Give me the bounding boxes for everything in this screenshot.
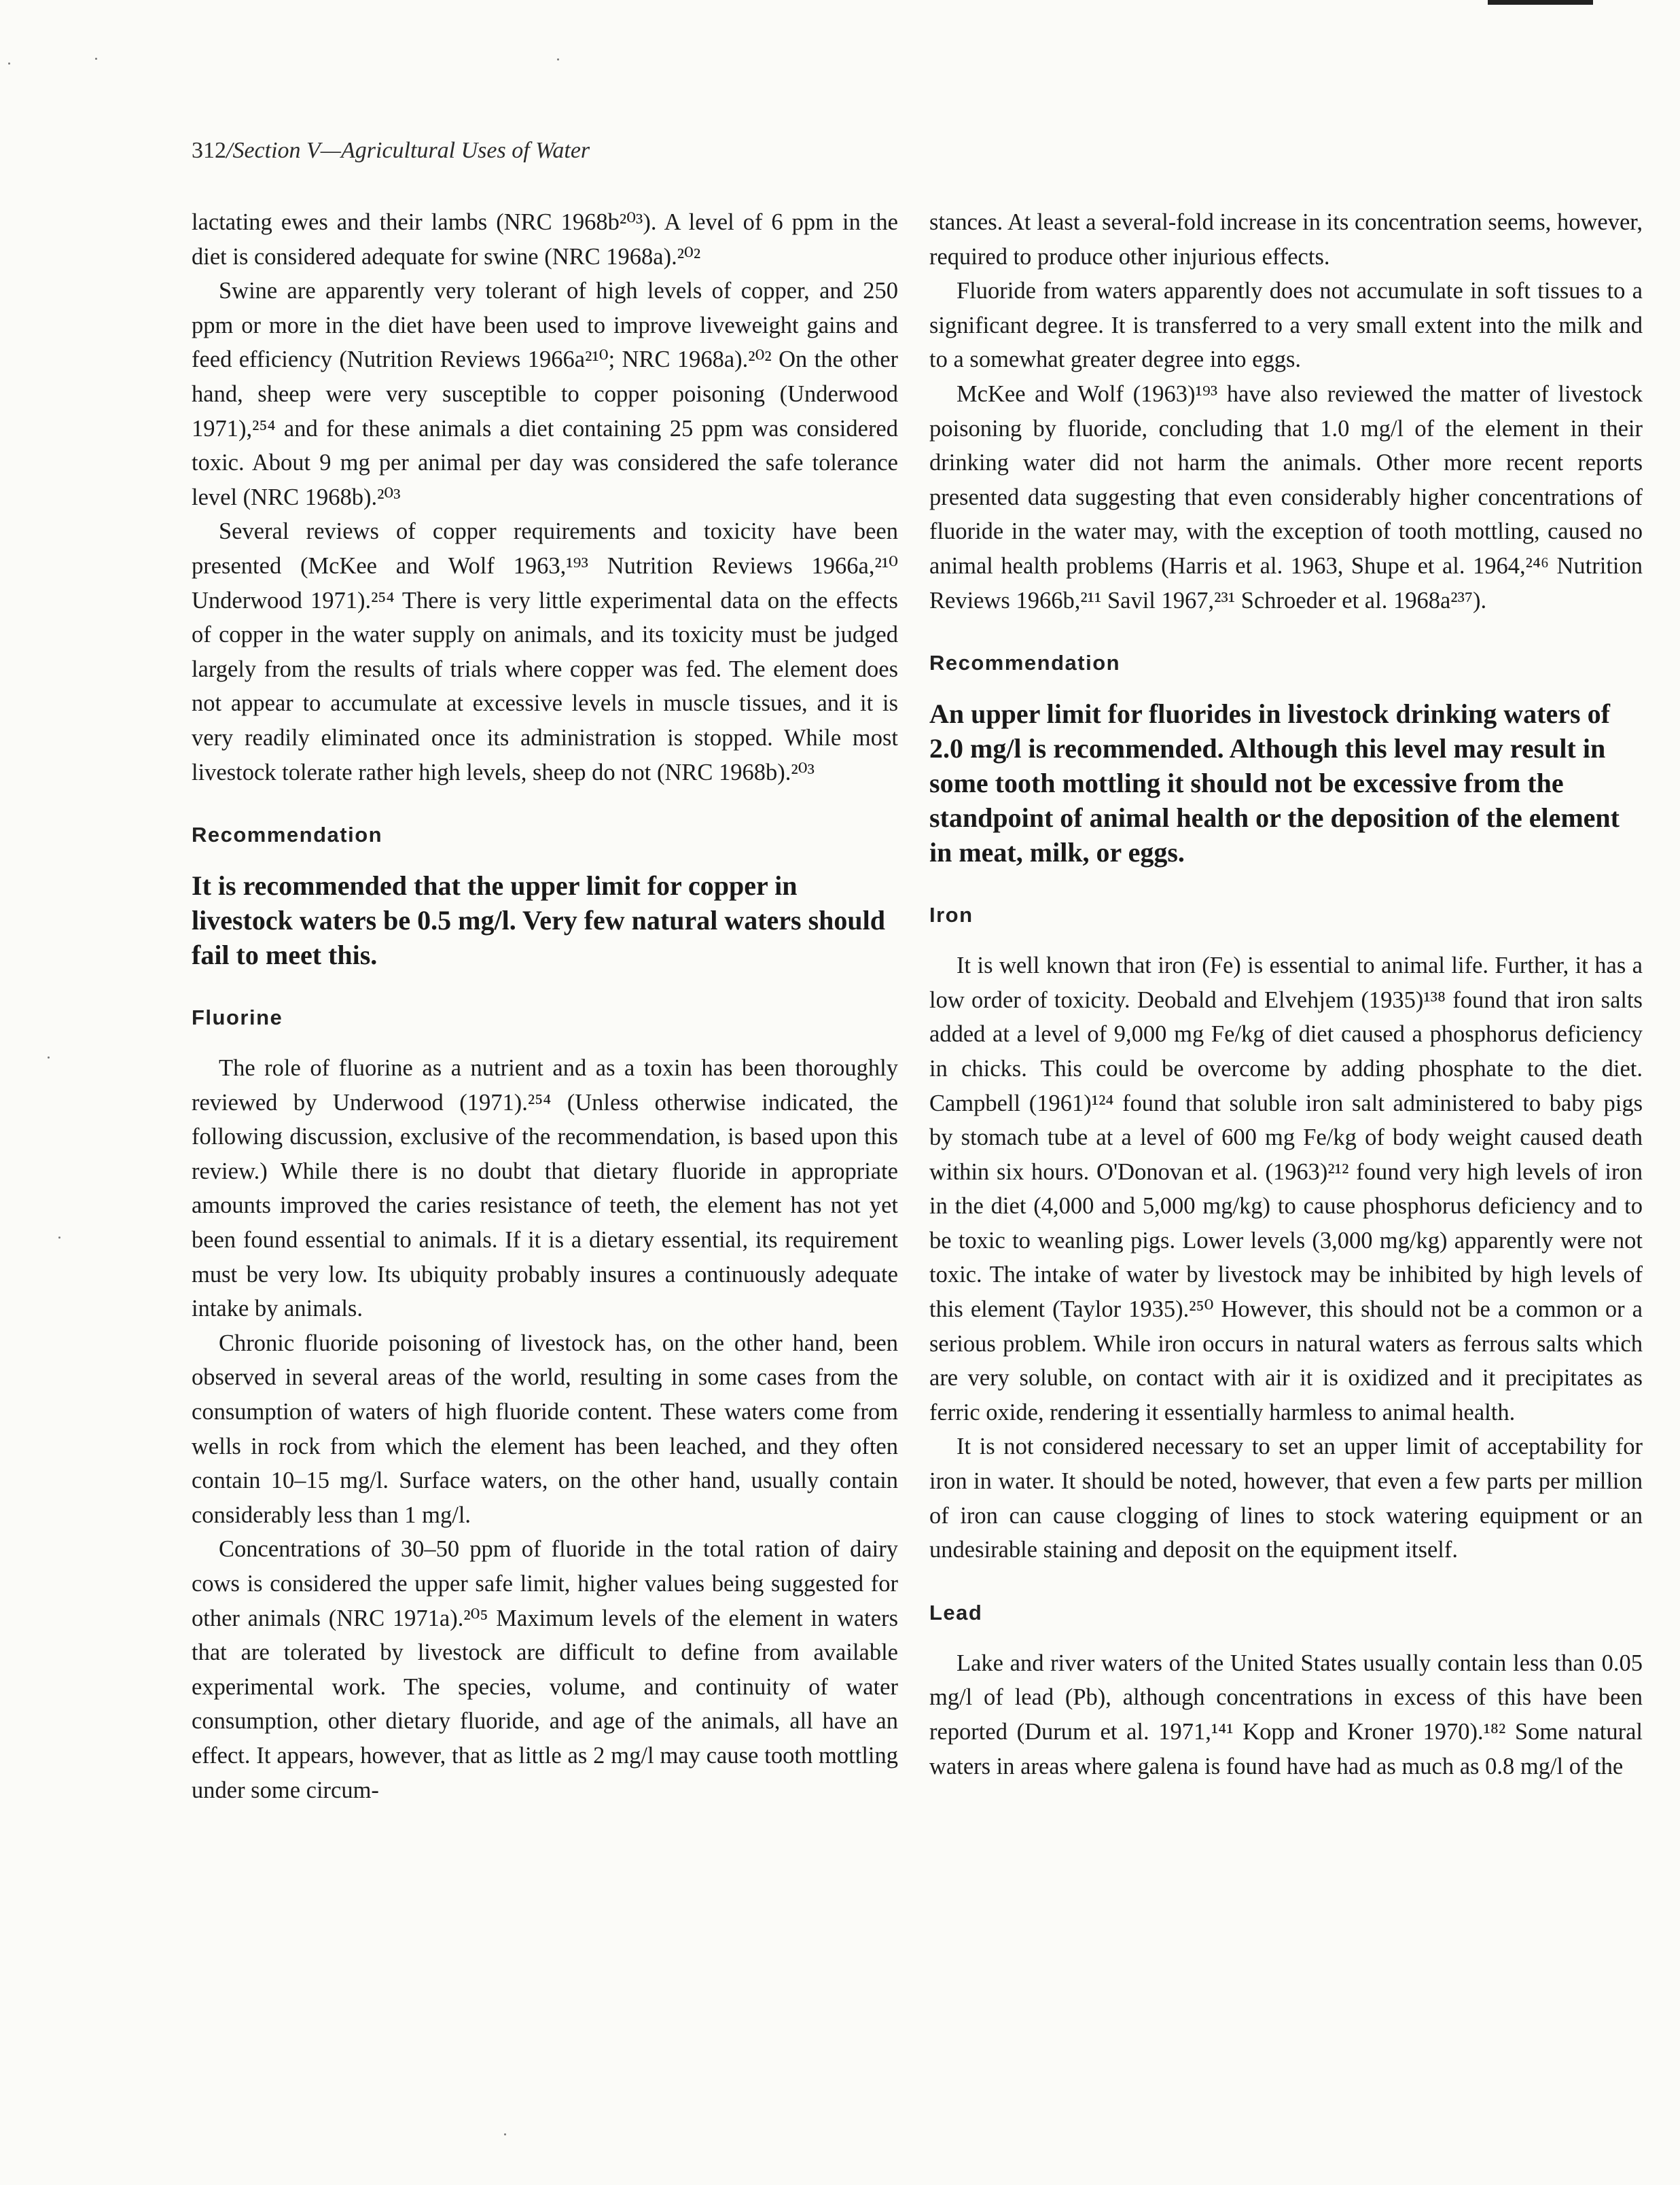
- paragraph: stances. At least a several-fold increase in its concentration seems, however, required to produce other injurious effects.: [929, 209, 1643, 270]
- section-heading-lead: Lead: [929, 1600, 983, 1624]
- left-column: [192, 205, 898, 1807]
- section-heading-iron: Iron: [929, 903, 973, 927]
- section-title: /Section V—Agricultural Uses of Water: [226, 138, 590, 163]
- recommendation-fluoride: An upper limit for fluorides in livestock drinking waters of 2.0 mg/l is recommended. Although this level may result in some tooth mottling it should not be excessive from the standpoint of animal health or the deposition of the element in meat, milk, or eggs.: [929, 698, 1620, 868]
- page-number: 312: [192, 138, 226, 163]
- scan-speck: [557, 58, 559, 60]
- top-edge-bar: [1488, 0, 1593, 5]
- paragraph: It is not considered necessary to set an upper limit of acceptability for iron in water. It should be noted, however, that even a few parts per million of iron can cause clogging of lines to stock watering equipment or an undesirable staining and deposit on the equipment itself.: [929, 1434, 1643, 1563]
- paragraph: It is well known that iron (Fe) is essential to animal life. Further, it has a low order of toxicity. Deobald and Elvehjem (1935)¹³⁸ found that iron salts added at a level of 9,000 mg Fe/kg of diet caused a phosphorus deficiency in chicks. This could be overcome by adding phosphate to the diet. Campbell (1961)¹²⁴ found that soluble iron salt administered to baby pigs by stomach tube at a level of 600 mg Fe/kg of body weight caused death within six hours. O'Donovan et al. (1963)²¹² found very high levels of iron in the diet (4,000 and 5,000 mg/kg) to cause phosphorus deficiency and to be toxic to weanling pigs. Lower levels (3,000 mg/kg) apparently were not toxic. The intake of water by livestock may be inhibited by high levels of this element (Taylor 1935).²⁵⁰ However, this should not be a common or a serious problem. While iron occurs in natural waters as ferrous salts which are very soluble, on contact with air it is oxidized and it precipitates as ferric oxide, rendering it essentially harmless to animal health.: [929, 953, 1643, 1425]
- right-column: [929, 205, 1643, 1783]
- paragraph: Fluoride from waters apparently does not accumulate in soft tissues to a significant degree. It is transferred to a very small extent into the milk and to a somewhat greater degree into eggs.: [929, 278, 1643, 373]
- paragraph: McKee and Wolf (1963)¹⁹³ have also reviewed the matter of livestock poisoning by fluoride, concluding that 1.0 mg/l of the element in their drinking water did not harm the animals. Other more recent reports presented data suggesting that even considerably higher concentrations of fluoride in the water may, with the exception of tooth mottling, caused no animal health problems (Harris et al. 1963, Shupe et al. 1964,²⁴⁶ Nutrition Reviews 1966b,²¹¹ Savil 1967,²³¹ Schroeder et al. 1968a²³⁷).: [929, 380, 1643, 614]
- paragraph: Swine are apparently very tolerant of high levels of copper, and 250 ppm or more in the diet have been used to improve liveweight gains and feed efficiency (Nutrition Reviews 1966a²¹⁰; NRC 1968a).²⁰² On the other hand, sheep were very susceptible to copper poisoning (Underwood 1971),²⁵⁴ and for these animals a diet containing 25 ppm was considered toxic. About 9 mg per animal per day was considered the safe tolerance level (NRC 1968b).²⁰³: [192, 278, 898, 510]
- paragraph: Chronic fluoride poisoning of livestock has, on the other hand, been observed in several areas of the world, resulting in some cases from the consumption of waters of high fluoride content. These waters come from wells in rock from which the element has been leached, and they often contain 10–15 mg/l. Surface waters, on the other hand, usually contain considerably less than 1 mg/l.: [192, 1330, 898, 1528]
- section-heading-recommendation: Recommendation: [929, 651, 1121, 675]
- section-heading-fluorine: Fluorine: [192, 1006, 283, 1030]
- paragraph: Concentrations of 30–50 ppm of fluoride in the total ration of dairy cows is considered the upper safe limit, higher values being suggested for other animals (NRC 1971a).²⁰⁵ Maximum levels of the element in waters that are tolerated by livestock are difficult to define from available experimental work. The species, volume, and continuity of water consumption, other dietary fluoride, and age of the animals, all have an effect. It appears, however, that as little as 2 mg/l may cause tooth mottling under some circum-: [192, 1536, 898, 1803]
- paragraph: Several reviews of copper requirements and toxicity have been presented (McKee and Wolf 1963,¹⁹³ Nutrition Reviews 1966a,²¹⁰ Underwood 1971).²⁵⁴ There is very little experimental data on the effects of copper in the water supply on animals, and its toxicity must be judged largely from the results of trials where copper was fed. The element does not appear to accumulate at excessive levels in muscle tissues, and it is very readily eliminated once its administration is stopped. While most livestock tolerate rather high levels, sheep do not (NRC 1968b).²⁰³: [192, 518, 898, 785]
- section-heading-recommendation: Recommendation: [192, 823, 383, 847]
- scan-speck: [48, 1056, 50, 1059]
- scan-speck: [8, 63, 10, 65]
- paragraph: The role of fluorine as a nutrient and as a toxin has been thoroughly reviewed by Underwood (1971).²⁵⁴ (Unless otherwise indicated, the following discussion, exclusive of the recommendation, is based upon this review.) While there is no doubt that dietary fluoride in appropriate amounts improved the caries resistance of teeth, the element has not yet been found essential to animals. If it is a dietary essential, its requirement must be very low. Its ubiquity probably insures a continuously adequate intake by animals.: [192, 1055, 898, 1322]
- paragraph: Lake and river waters of the United States usually contain less than 0.05 mg/l of lead (Pb), although concentrations in excess of this have been reported (Durum et al. 1971,¹⁴¹ Kopp and Kroner 1970).¹⁸² Some natural waters in areas where galena is found have had as much as 0.8 mg/l of the: [929, 1650, 1643, 1779]
- scan-speck: [58, 1237, 60, 1239]
- scan-speck: [95, 58, 97, 60]
- recommendation-copper: It is recommended that the upper limit for copper in livestock waters be 0.5 mg/l. Very few natural waters should fail to meet this.: [192, 870, 886, 971]
- scan-speck: [504, 2133, 506, 2135]
- paragraph: lactating ewes and their lambs (NRC 1968b²⁰³). A level of 6 ppm in the diet is considered adequate for swine (NRC 1968a).²⁰²: [192, 209, 898, 270]
- running-head: [192, 138, 590, 164]
